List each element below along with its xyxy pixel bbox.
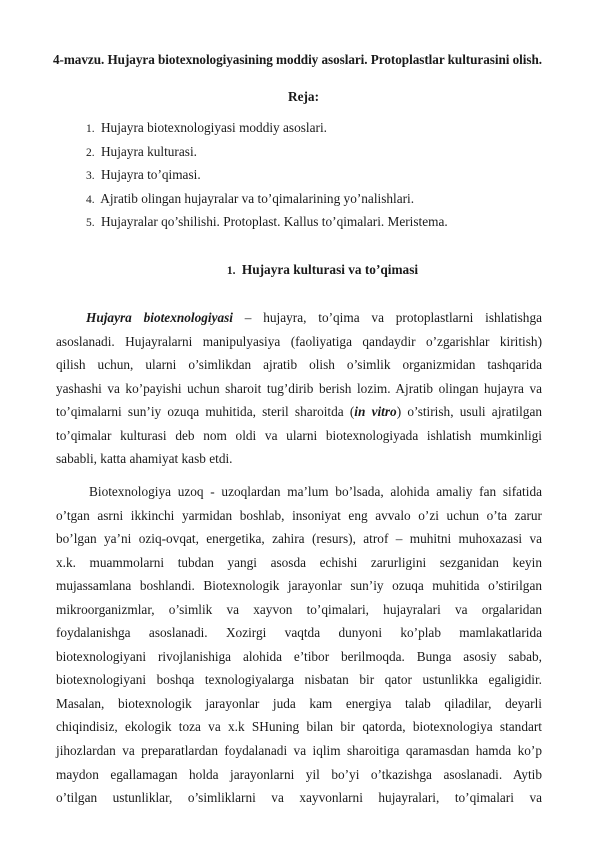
plan-item <box>86 210 448 234</box>
plan-item-number: 2. <box>86 146 95 159</box>
paragraph-line: x.k. muammolarni tubdan yangi asosda echishi zarurligini sezganidan keyin <box>56 554 542 570</box>
plan-item-number: 4. <box>86 193 95 206</box>
document-title: 4-mavzu. Hujayra biotexnologiyasining moddiy asoslari. Protoplastlar kulturasini olish. <box>52 52 543 67</box>
paragraph-line: biotexnologiyani rivojlanishiga alohida e’tibor berilmoqda. Bunga asosiy sabab, <box>56 648 542 664</box>
paragraph-line: sababli, katta ahamiyat kasb etdi. <box>56 451 233 467</box>
paragraph-line: qilish uchun, ularni o’simlikdan ajratib olish o’simlik organizmidan tashqarida <box>56 357 542 373</box>
paragraph-line: mujassamlana boshlandi. Biotexnologik jarayonlar sun’iy ozuqa muhitida o’stirilgan <box>56 578 542 594</box>
paragraph-1 <box>56 306 542 471</box>
plan-item <box>86 187 448 211</box>
plan-item <box>86 163 448 187</box>
line-text: – hujayra, to’qima va protoplastlarni ishlatishga <box>233 310 543 325</box>
plan-item <box>86 140 448 164</box>
line-text: ) o’stirish, usuli ajratilgan <box>396 404 543 420</box>
paragraph-line: jihozlardan va preparatlardan foydalanadi va iqlim sharoitiga qaramasdan hamda ko’p <box>56 743 542 759</box>
paragraph-line: o’tgan asrni ikkinchi yarmidan boshlab, insoniyat eng avvalo o’zi uchun o’ta zarur <box>56 507 542 523</box>
plan-item-number: 3. <box>86 170 95 182</box>
paragraph-line: o’tilgan ustunliklar, o’simliklarni va xayvonlarni hujayralari, to’qimalari va <box>56 790 542 806</box>
line-text: to’qimalarni sun’iy ozuqa muhitida, steril sharoitda ( <box>56 404 355 420</box>
paragraph-line: Biotexnologiya uzoq - uzoqlardan ma’lum bo’lsada, alohida amaliy fan sifatida <box>89 484 542 499</box>
paragraph-line: yashashi va ko’payishi uchun sharoit tug’dirib berish lozim. Ajratib olingan hujayra va <box>56 380 542 396</box>
plan-list <box>86 116 448 234</box>
in-vitro-term: in vitro <box>354 404 397 420</box>
paragraph-line: foydalanishga asoslanadi. Xozirgi vaqtda dunyoni ko’plab mamlakatlarida <box>56 625 542 641</box>
section-number: 1. <box>226 265 236 277</box>
paragraph-line: asoslanadi. Hujayralarni manipulyasiya (faoliyatiga qandaydir o’zgarishlar kiritish) <box>56 333 542 349</box>
paragraph-line: to’qimalar kulturasi deb nom oldi va ularni biotexnologiyada ishlatish mumkinligi <box>56 427 542 443</box>
plan-item-text: Ajratib olingan hujayralar va to’qimalarining yo’nalishlari. <box>100 190 415 206</box>
paragraph-line <box>56 400 542 424</box>
plan-item-text: Hujayra to’qimasi. <box>100 167 201 182</box>
plan-item-number: 1. <box>86 123 95 135</box>
plan-item-number: 5. <box>86 217 95 229</box>
paragraph-2 <box>56 480 542 810</box>
paragraph-line: Masalan, biotexnologik jarayonlar juda kam energiya talab qiladilar, deyarli <box>56 695 542 711</box>
paragraph-line: bo’lgan ya’ni oziq-ovqat, energetika, zahira (resurs), atrof – muhitni muhoxazasi va <box>56 531 542 547</box>
plan-item-text: Hujayra biotexnologiyasi moddiy asoslari. <box>100 120 327 135</box>
paragraph-line: maydon egallamagan holda jarayonlarni yil bo’yi o’tkazishga asoslanadi. Aytib <box>56 766 542 782</box>
plan-item-text: Hujayralar qo’shilishi. Protoplast. Kallus to’qimalari. Meristema. <box>100 214 448 229</box>
paragraph-line: biotexnologiyani boshqa texnologiyalarga nisbatan bir qator ustunlikka egaligidir. <box>56 672 542 688</box>
paragraph-line: chiqindisiz, ekologik toza va x.k SHuning bilan bir qatorda, biotexnologiya standart <box>56 719 542 735</box>
plan-item <box>86 116 448 140</box>
section-heading <box>0 262 595 278</box>
paragraph-line: mikroorganizmlar, o’simlik va xayvon to’qimalari, hujayralari va orgalaridan <box>56 601 542 617</box>
lead-term: Hujayra biotexnologiyasi <box>86 310 233 325</box>
paragraph-line <box>56 306 542 330</box>
section-title: Hujayra kulturasi va to’qimasi <box>241 262 419 277</box>
plan-heading: Reja: <box>287 89 319 104</box>
plan-item-text: Hujayra kulturasi. <box>100 143 197 159</box>
